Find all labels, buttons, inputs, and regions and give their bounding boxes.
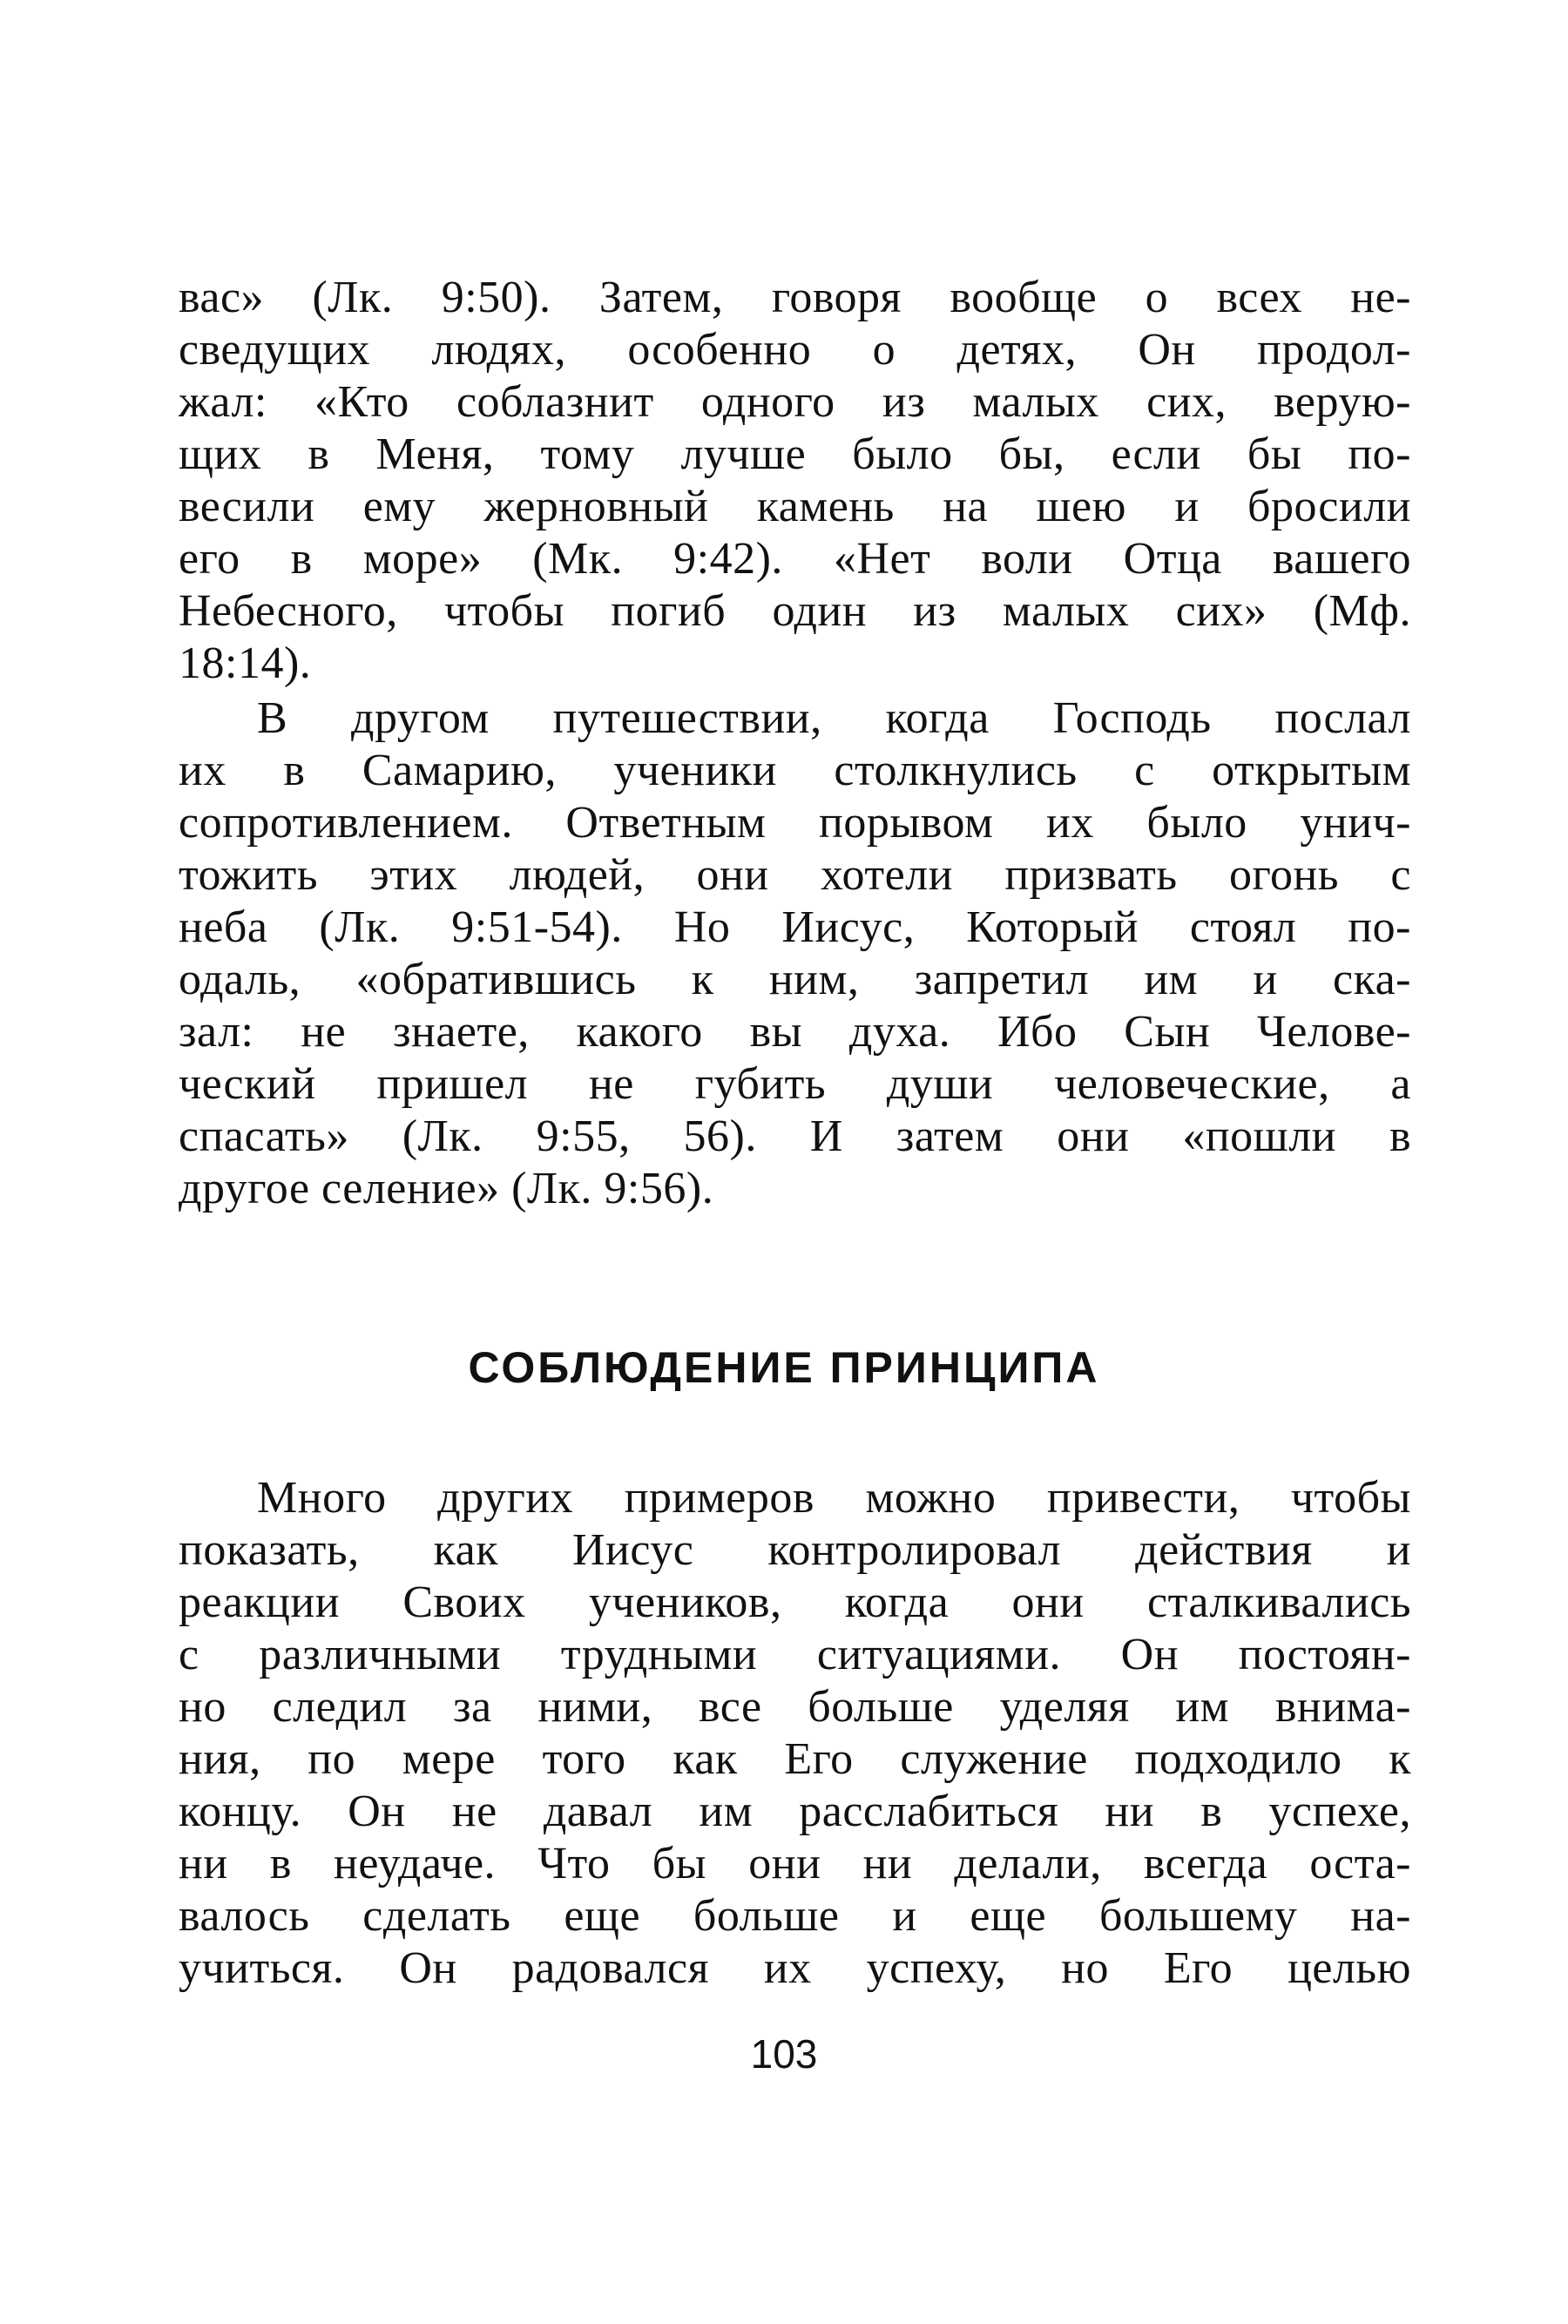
- text-line: Небесного, чтобы погиб один из малых сих» (Мф.: [179, 586, 1411, 636]
- text-line: спасать» (Лк. 9:55, 56). И затем они «пошли в: [179, 1111, 1411, 1161]
- section-heading: СОБЛЮДЕНИЕ ПРИНЦИПА: [468, 1343, 1100, 1392]
- text-line: зал: не знаете, какого вы духа. Ибо Сын Челове-: [179, 1007, 1411, 1057]
- text-line: сопротивлением. Ответным порывом их было унич-: [179, 798, 1411, 848]
- text-line: жал: «Кто соблазнит одного из малых сих, верую-: [179, 377, 1411, 427]
- text-line: учиться. Он радовался их успеху, но Его целью: [179, 1943, 1411, 1993]
- text-line: его в море» (Мк. 9:42). «Нет воли Отца вашего: [179, 534, 1411, 584]
- text-line: ческий пришел не губить души человеческие, а: [179, 1059, 1411, 1109]
- paragraph-1: [179, 272, 1411, 690]
- text-line: ния, по мере того как Его служение подходило к: [179, 1734, 1411, 1784]
- text-line: валось сделать еще больше и еще большему на-: [179, 1891, 1411, 1941]
- text-line: концу. Он не давал им расслабиться ни в успехе,: [179, 1787, 1411, 1836]
- text-line: тожить этих людей, они хотели призвать огонь с: [179, 850, 1411, 900]
- page-number: 103: [750, 2031, 818, 2077]
- text-line: одаль, «обратившись к ним, запретил им и ска-: [179, 955, 1411, 1004]
- text-line: сведущих людях, особенно о детях, Он продол-: [179, 325, 1411, 375]
- text-line: реакции Своих учеников, когда они сталкивались: [179, 1577, 1411, 1627]
- text-line: щих в Меня, тому лучше было бы, если бы по-: [179, 429, 1411, 479]
- text-line: с различными трудными ситуациями. Он постоян-: [179, 1630, 1411, 1679]
- text-line: вас» (Лк. 9:50). Затем, говоря вообще о всех не-: [179, 273, 1411, 322]
- paragraph-2: [179, 692, 1411, 1215]
- text-line: другое селение» (Лк. 9:56).: [179, 1164, 714, 1213]
- text-line: Много других примеров можно привести, чтобы: [257, 1473, 1411, 1523]
- text-line: их в Самарию, ученики столкнулись с открытым: [179, 746, 1411, 795]
- text-line: показать, как Иисус контролировал действия и: [179, 1525, 1411, 1575]
- text-line: весили ему жерновный камень на шею и бросили: [179, 482, 1411, 531]
- text-line: ни в неудаче. Что бы они ни делали, всегда оста-: [179, 1839, 1411, 1888]
- text-line: но следил за ними, все больше уделяя им внима-: [179, 1682, 1411, 1732]
- text-line: неба (Лк. 9:51-54). Но Иисус, Который стоял по-: [179, 902, 1411, 952]
- text-line: В другом путешествии, когда Господь послал: [257, 693, 1411, 743]
- paragraph-3: [179, 1472, 1411, 1995]
- text-line: 18:14).: [179, 638, 312, 688]
